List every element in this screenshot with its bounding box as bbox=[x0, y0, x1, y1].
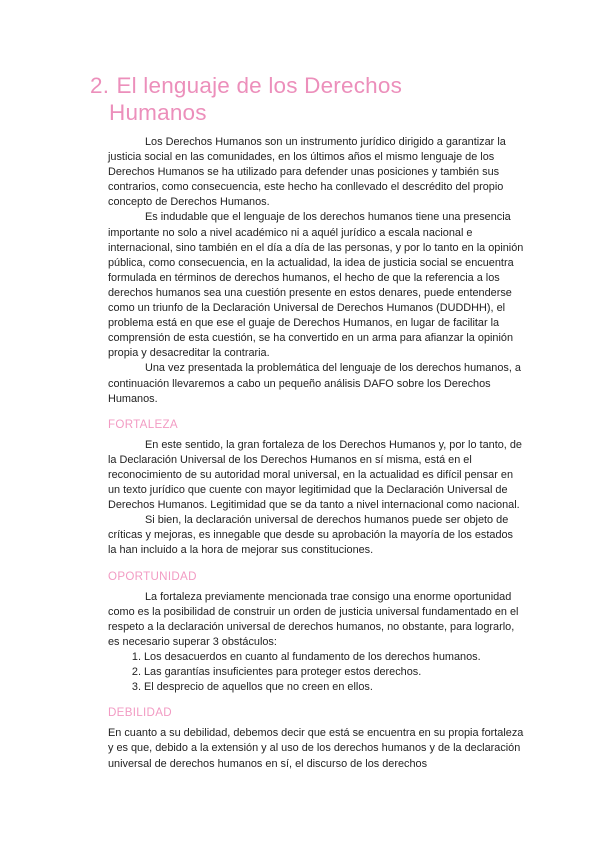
list-item: 1. Los desacuerdos en cuanto al fundamento de los derechos humanos. bbox=[144, 650, 524, 665]
intro-paragraph-2: Es indudable que el lenguaje de los derechos humanos tiene una presencia importante no solo a nivel académico ni a aquél jurídico a escala nacional e internacional, sino también en el día a día de las personas, y por lo tanto en la opinión pública, como consecuencia, en la actualidad, la idea de justicia social se encuentra formulada en términos de derechos humanos, el hecho de que la referencia a los derechos humanos sea una cuestión presente en estos denares, puede entenderse como un triunfo de la Declaración Universal de Derechos Humanos (DUDDHH), el problema está en que ese el guaje de Derechos Humanos, en lugar de facilitar la comprensión de esta cuestión, se ha convertido en un arma para afianzar la opinión propia y desacreditar la contraria. bbox=[108, 211, 524, 360]
obstacles-list bbox=[108, 650, 524, 695]
fortaleza-heading: FORTALEZA bbox=[108, 417, 178, 431]
section-title bbox=[90, 72, 402, 126]
section-title-line1: El lenguaje de los Derechos bbox=[116, 73, 403, 98]
debilidad-paragraph: En cuanto a su debilidad, debemos decir que está se encuentra en su propia fortaleza y es que, debido a la extensión y al uso de los derechos humanos y de la declaración universal de derechos humanos en sí, el discurso de los derechos bbox=[108, 727, 524, 770]
intro-paragraph-1: Los Derechos Humanos son un instrumento jurídico dirigido a garantizar la justicia social en las comunidades, en los últimos años el mismo lenguaje de los Derechos Humanos se ha utilizado para defender unas posiciones y también sus contrarios, como consecuencia, este hecho ha conllevado el descrédito del propio concepto de Derechos Humanos. bbox=[108, 136, 506, 209]
section-title-line2: Humanos bbox=[109, 100, 207, 125]
oportunidad-paragraph: La fortaleza previamente mencionada trae consigo una enorme oportunidad como es la posibilidad de construir un orden de justicia universal fundamentado en el respeto a la declaración universal de derechos humanos, no obstante, para lograrlo, es necesario superar 3 obstáculos: bbox=[108, 590, 519, 648]
fortaleza-paragraph-2: Si bien, la declaración universal de derechos humanos puede ser objeto de críticas y mejoras, es innegable que desde su aprobación la mayoría de los estados la han incluido a la hora de mejorar sus constituciones. bbox=[108, 514, 514, 557]
debilidad-heading: DEBILIDAD bbox=[108, 706, 172, 720]
document-body bbox=[108, 135, 524, 772]
intro-paragraph-3: Una vez presentada la problemática del lenguaje de los derechos humanos, a continuación llevaremos a cabo un pequeño análisis DAFO sobre los Derechos Humanos. bbox=[108, 362, 521, 405]
list-item: 3. El desprecio de aquellos que no creen en ellos. bbox=[144, 680, 524, 695]
fortaleza-paragraph-1: En este sentido, la gran fortaleza de los Derechos Humanos y, por lo tanto, de la Declaración Universal de los Derechos Humanos en sí misma, está en el reconocimiento de su autoridad moral universal, en la actualidad es difícil pensar en un texto jurídico que cuente con mayor legitimidad que la Declaración Universal de Derechos Humanos. Legitimidad que se da tanto a nivel internacional como nacional. bbox=[108, 438, 522, 512]
list-item: 2. Las garantías insuficientes para proteger estos derechos. bbox=[144, 665, 524, 680]
section-number: 2. bbox=[90, 73, 110, 98]
oportunidad-heading: OPORTUNIDAD bbox=[108, 569, 197, 583]
